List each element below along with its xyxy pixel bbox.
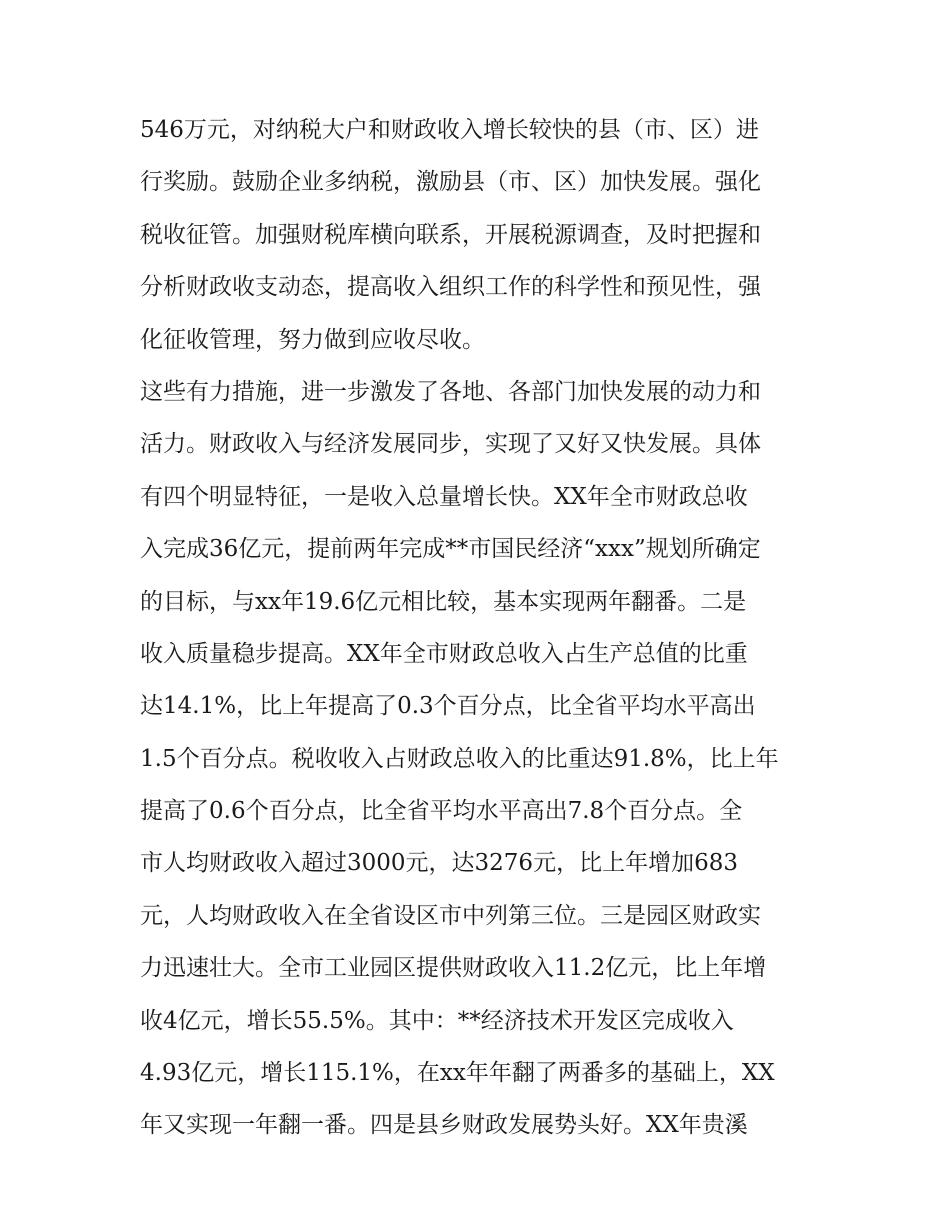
- text-line: 税收征管。加强财税库横向联系，开展税源调查，及时把握和: [140, 221, 761, 248]
- text-line: 元，人均财政收入在全省设区市中列第三位。三是园区财政实: [140, 902, 761, 929]
- text-line: 化征收管理，努力做到应收尽收。: [140, 326, 485, 353]
- text-line: 4.93亿元，增长115.1%，在xx年年翻了两番多的基础上，XX: [140, 1060, 775, 1087]
- body-text: [140, 104, 820, 1152]
- text-line: 市人均财政收入超过3000元，达3276元，比上年增加683: [140, 850, 738, 877]
- text-line: 力迅速壮大。全市工业园区提供财政收入11.2亿元，比上年增: [140, 955, 767, 982]
- text-line: 546万元，对纳税大户和财政收入增长较快的县（市、区）进: [140, 117, 759, 143]
- text-line: 达14.1%，比上年提高了0.3个百分点，比全省平均水平高出: [140, 693, 756, 720]
- text-line: 有四个明显特征，一是收入总量增长快。XX年全市财政总收: [140, 483, 748, 510]
- text-line: 收入质量稳步提高。XX年全市财政总收入占生产总值的比重: [140, 640, 748, 667]
- text-line: 分析财政收支动态，提高收入组织工作的科学性和预见性，强: [140, 274, 761, 301]
- text-line: 活力。财政收入与经济发展同步，实现了又好又快发展。具体: [140, 431, 761, 458]
- text-line: 的目标，与xx年19.6亿元相比较，基本实现两年翻番。二是: [140, 588, 747, 615]
- text-line: 入完成36亿元，提前两年完成**市国民经济“xxx”规划所确定: [140, 536, 761, 563]
- text-line: 这些有力措施，进一步激发了各地、各部门加快发展的动力和: [140, 378, 761, 405]
- text-line: 行奖励。鼓励企业多纳税，激励县（市、区）加快发展。强化: [140, 169, 761, 196]
- text-line: 1.5个百分点。税收收入占财政总收入的比重达91.8%，比上年: [140, 745, 779, 772]
- text-line: 年又实现一年翻一番。四是县乡财政发展势头好。XX年贵溪: [140, 1112, 748, 1139]
- text-line: 提高了0.6个百分点，比全省平均水平高出7.8个百分点。全: [140, 798, 743, 825]
- text-line: 收4亿元，增长55.5%。其中：**经济技术开发区完成收入: [140, 1007, 734, 1034]
